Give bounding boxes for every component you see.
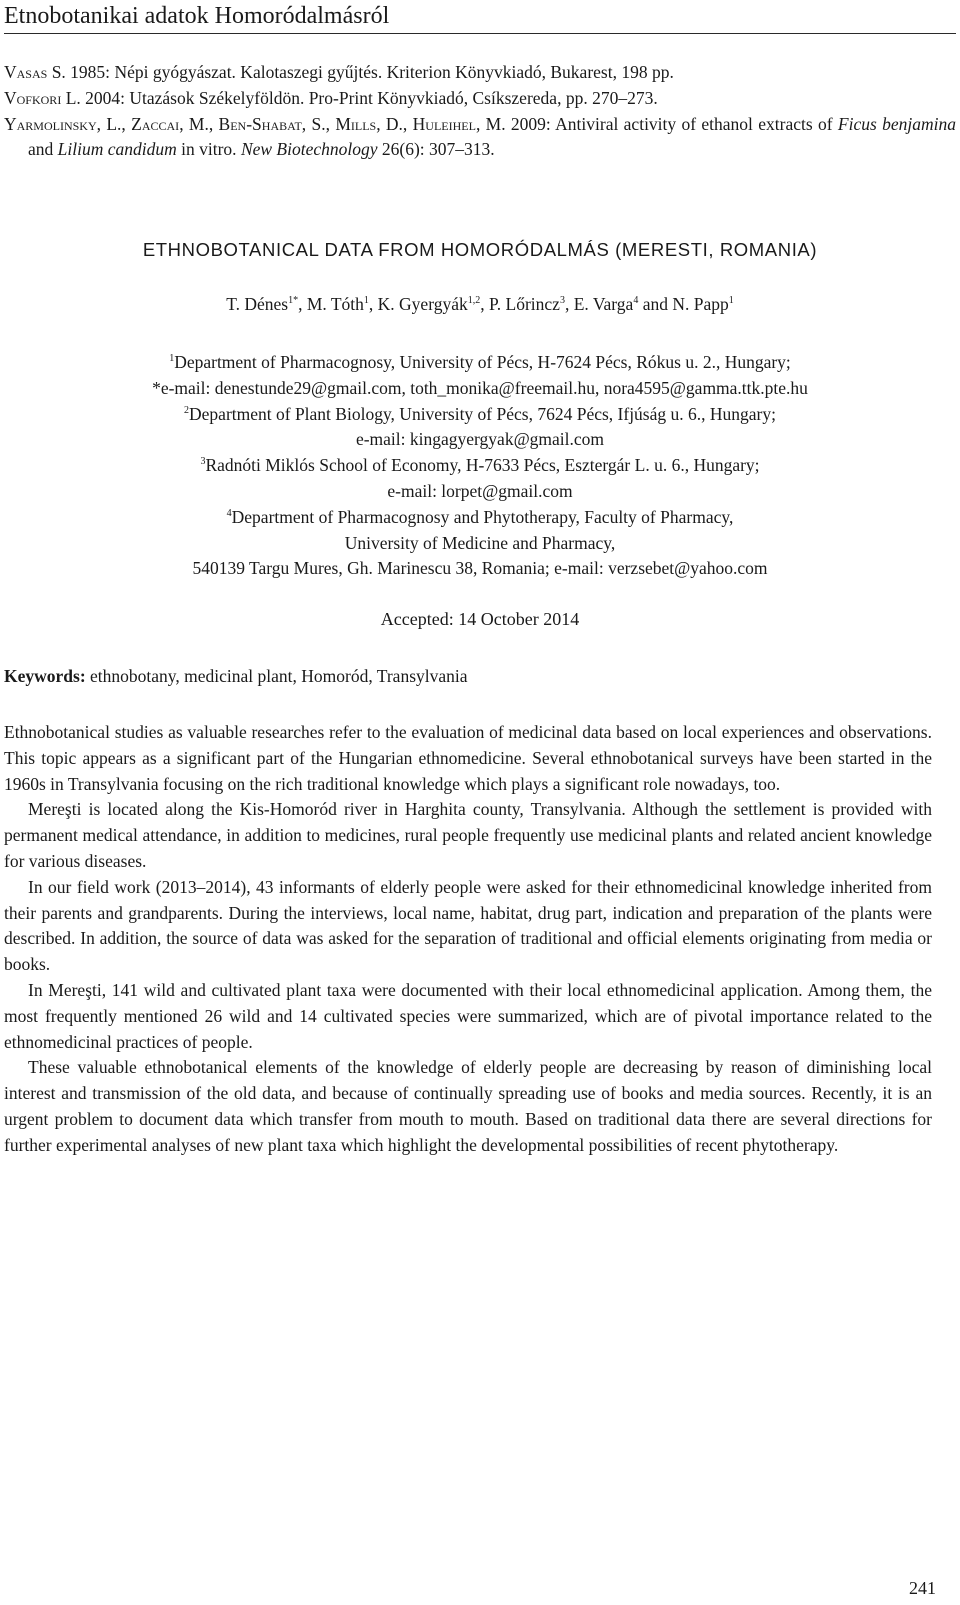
- author-separator: ,: [564, 294, 574, 314]
- keywords-label: Keywords:: [4, 666, 86, 686]
- ref-journal: New Biotechnology: [240, 139, 378, 160]
- reference-item: [4, 112, 956, 164]
- affiliation-text: Department of Plant Biology, University of Pécs, 7624 Pécs, Ifjúság u. 6., Hungary;: [189, 403, 776, 424]
- author-name: K. Gyergyák: [377, 294, 468, 314]
- author-affiliation-mark: 3: [559, 295, 565, 306]
- affiliation-line: [4, 427, 956, 453]
- affiliation-text: Department of Pharmacognosy and Phytotherapy, Faculty of Pharmacy,: [231, 506, 734, 527]
- ref-text: 2009: Antiviral activity of ethanol extracts of: [510, 113, 838, 134]
- ref-author-initials: , M.,: [179, 113, 219, 134]
- ref-author: Yarmolinsky: [4, 113, 97, 134]
- author-separator: ,: [368, 294, 378, 314]
- author-affiliation-mark: 4: [633, 295, 639, 306]
- ref-text: Népi gyógyászat. Kalotaszegi gyűjtés. Kriterion Könyvkiadó, Bukarest, 198 pp.: [114, 62, 674, 82]
- ref-species: Ficus benjamina: [837, 113, 957, 134]
- affiliation-email: e-mail: kingagyergyak@gmail.com: [355, 429, 605, 450]
- author-affiliation-mark: 1: [728, 295, 734, 306]
- keywords: [4, 664, 956, 688]
- affiliation-line: [4, 479, 956, 505]
- affiliation-text: University of Medicine and Pharmacy,: [344, 532, 616, 553]
- author-separator: ,: [480, 294, 489, 314]
- abstract-paragraph: In Mereşti, 141 wild and cultivated plant taxa were documented with their local ethnomedicinal application. Among them, the most frequently mentioned 26 wild and 14 cultivated species were summarized, which are of pivotal importance related to the ethnomedicinal practices of people.: [4, 979, 932, 1052]
- running-head: Etnobotanikai adatok Homoródalmásról: [4, 3, 390, 29]
- ref-author-initials: , D.,: [376, 113, 413, 134]
- affiliation-mark: 3: [200, 456, 206, 468]
- abstract-paragraph: Mereşti is located along the Kis-Homoród river in Harghita county, Transylvania. Although the settlement is provided with permanent medical attendance, in addition to medicines, rural people frequently use medicinal plants and related ancient knowledge for various diseases.: [4, 799, 932, 871]
- ref-author-initials: L. 2004:: [61, 87, 130, 108]
- author-name: M. Tóth: [306, 294, 364, 314]
- author-affiliation-mark: 1,2: [467, 295, 481, 306]
- ref-author: Mills: [335, 113, 377, 134]
- abstract-paragraph: In our field work (2013–2014), 43 informants of elderly people were asked for their ethnomedicinal knowledge inherited from their parents and grandparents. During the interviews, local name, habitat, drug part, indication and preparation of the plants were described. In addition, the source of data was asked for the separation of traditional and official elements originating from media or books.: [4, 876, 932, 975]
- author-separator: ,: [298, 294, 307, 314]
- affiliation-text: Radnóti Miklós School of Economy, H-7633 Pécs, Esztergár L. u. 6., Hungary;: [205, 455, 760, 476]
- ref-author-initials: S. 1985:: [47, 62, 115, 82]
- affiliation-mark: 2: [184, 404, 190, 416]
- ref-text: Utazások Székelyföldön. Pro-Print Könyvkiadó, Csíkszereda, pp. 270–273.: [129, 87, 658, 108]
- author-name: E. Varga: [573, 294, 634, 314]
- ref-author: Zaccai: [131, 113, 180, 134]
- affiliation-email: 540139 Targu Mures, Gh. Marinescu 38, Romania; e-mail: verzsebet@yahoo.com: [192, 558, 768, 579]
- ref-text: in vitro.: [176, 139, 241, 160]
- author-name: T. Dénes: [226, 294, 289, 314]
- affiliation-line: [4, 350, 956, 376]
- affiliation-text: Department of Pharmacognosy, University of Pécs, H-7624 Pécs, Rókus u. 2., Hungary;: [174, 352, 791, 372]
- ref-author: Vasas: [4, 62, 48, 82]
- author-separator: and: [638, 294, 673, 314]
- affiliation-line: [4, 531, 956, 557]
- author-affiliation-mark: 1: [363, 295, 369, 306]
- reference-list: [4, 60, 956, 163]
- header-rule: [4, 33, 956, 34]
- affiliation-email: *e-mail: denestunde29@gmail.com, toth_monika@freemail.hu, nora4595@gamma.ttk.pte.hu: [152, 377, 808, 398]
- affiliation-list: [4, 350, 956, 582]
- ref-author: Huleihel: [412, 113, 476, 134]
- ref-author-initials: , S.,: [301, 113, 336, 134]
- affiliation-line: [4, 453, 956, 479]
- author-list: [4, 292, 956, 316]
- abstract-paragraph: Ethnobotanical studies as valuable researches refer to the evaluation of medicinal data based on local experiences and observations. This topic appears as a significant part of the Hungarian ethnomedicine. Several ethnobotanical surveys have been started in the 1960s in Transylvania focusing on the rich traditional knowledge which plays a significant role nowadays, too.: [4, 722, 932, 794]
- ref-text: 26(6): 307–313.: [377, 139, 495, 160]
- abstract-paragraph: These valuable ethnobotanical elements of the knowledge of elderly people are decreasing by reason of diminishing local interest and transmission of the old data, and because of continually spreading use of books and media sources. Recently, it is an urgent problem to document data which transfer from mouth to mouth. Based on traditional data there are several directions for further experimental analyses of new plant taxa which highlight the developmental possibilities of recent phytotherapy.: [4, 1057, 932, 1155]
- ref-author: Ben-Shabat: [218, 113, 302, 134]
- keywords-text: ethnobotany, medicinal plant, Homoród, Transylvania: [85, 666, 468, 686]
- article-title: ETHNOBOTANICAL DATA FROM HOMORÓDALMÁS (MERESTI, ROMANIA): [142, 239, 818, 260]
- author-affiliation-mark: 1*: [288, 295, 299, 306]
- reference-item: [4, 86, 956, 112]
- accepted-date: Accepted: 14 October 2014: [380, 609, 580, 629]
- page-number: 241: [909, 1578, 936, 1598]
- ref-author-initials: , L.,: [96, 113, 132, 134]
- ref-species: Lilium candidum: [57, 139, 177, 160]
- abstract: [4, 720, 932, 1159]
- affiliation-line: [4, 556, 956, 582]
- affiliation-line: [4, 376, 956, 402]
- affiliation-line: [4, 402, 956, 428]
- affiliation-mark: 4: [226, 507, 232, 519]
- ref-author: Vofkori: [4, 87, 62, 108]
- affiliation-mark: 1: [169, 353, 175, 364]
- affiliation-line: [4, 505, 956, 531]
- affiliation-email: e-mail: lorpet@gmail.com: [387, 480, 573, 501]
- reference-item: [4, 60, 956, 86]
- ref-text: and: [28, 139, 58, 160]
- author-name: P. Lőrincz: [488, 294, 560, 314]
- author-name: N. Papp: [672, 294, 729, 314]
- ref-author-initials: , M.: [475, 113, 511, 134]
